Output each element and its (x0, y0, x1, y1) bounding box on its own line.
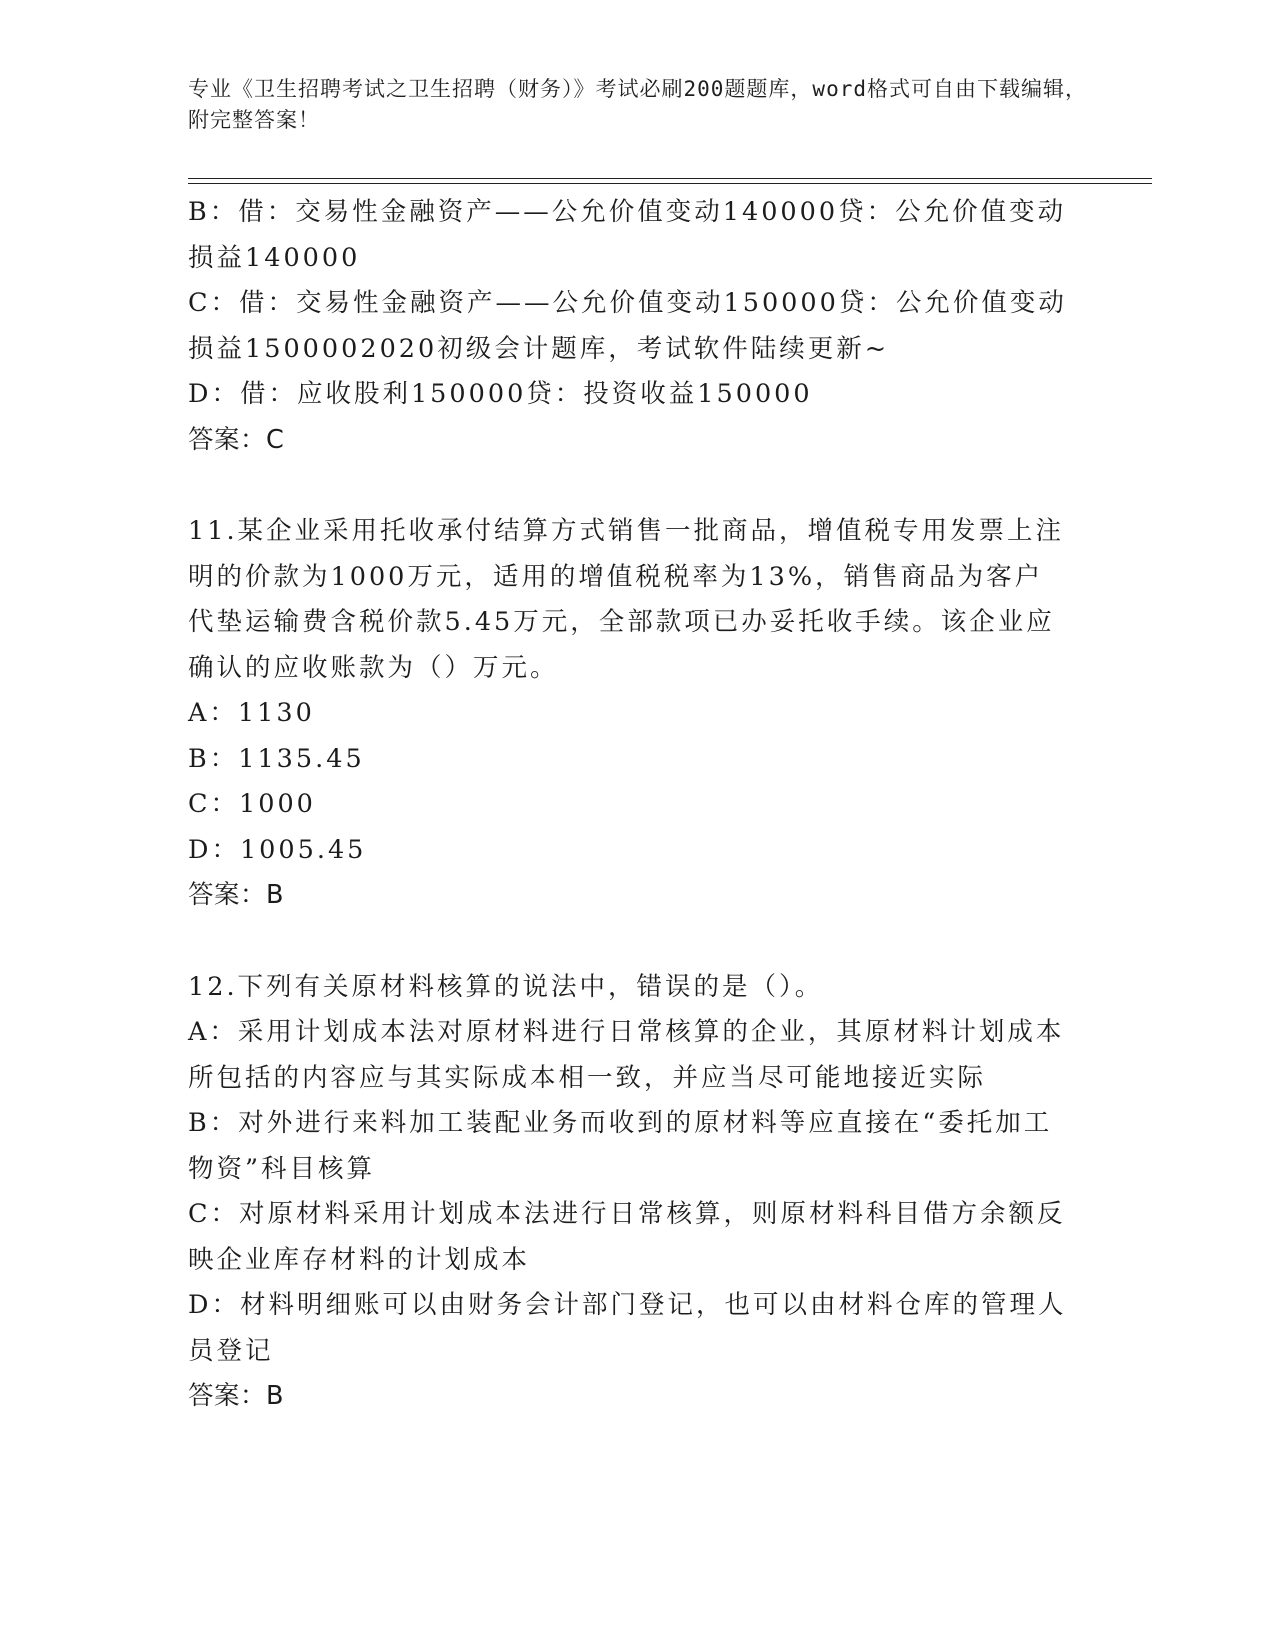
document-header (188, 74, 1088, 136)
question-text: 11.某企业采用托收承付结算方式销售一批商品，增值税专用发票上注明的价款为1000万元，适用的增值税税率为13%，销售商品为客户代垫运输费含税价款5.45万元，全部款项已办妥托收手续。该企业应确认的应收账款为（）万元。 (188, 516, 1065, 683)
answer-line: 答案：B (188, 1381, 284, 1411)
header-title: 专业《卫生招聘考试之卫生招聘（财务）》考试必刷200题题库，word格式可自由下载编辑，附完整答案！ (188, 77, 1087, 132)
option-d: D：借：应收股利150000贷：投资收益150000 (188, 379, 813, 409)
question-10-continued (188, 190, 1068, 463)
option-a: A：采用计划成本法对原材料进行日常核算的企业，其原材料计划成本所包括的内容应与其实际成本相一致，并应当尽可能地接近实际 (188, 1017, 1065, 1093)
question-text: 12.下列有关原材料核算的说法中，错误的是（）。 (188, 971, 824, 1002)
document-body (188, 190, 1068, 1420)
option-c: C：借：交易性金融资产——公允价值变动150000贷：公允价值变动损益1500002020初级会计题库，考试软件陆续更新~ (188, 288, 1067, 364)
header-divider-top (188, 178, 1152, 179)
answer-line: 答案：C (188, 424, 285, 455)
spacer (188, 463, 1068, 509)
answer-line: 答案：B (188, 880, 284, 910)
question-11 (188, 509, 1068, 919)
option-b: B：借：交易性金融资产——公允价值变动140000贷：公允价值变动损益140000 (188, 197, 1067, 273)
question-12 (188, 965, 1068, 1420)
option-a: A：1130 (188, 698, 315, 728)
option-d: D：材料明细账可以由财务会计部门登记，也可以由材料仓库的管理人员登记 (188, 1290, 1067, 1366)
spacer (188, 919, 1068, 965)
option-d: D：1005.45 (188, 834, 367, 865)
header-divider-bottom (188, 183, 1152, 184)
option-b: B：1135.45 (188, 743, 365, 774)
option-c: C：1000 (188, 789, 316, 819)
option-b: B：对外进行来料加工装配业务而收到的原材料等应直接在“委托加工物资”科目核算 (188, 1108, 1053, 1184)
option-c: C：对原材料采用计划成本法进行日常核算，则原材料科目借方余额反映企业库存材料的计划成本 (188, 1199, 1066, 1275)
